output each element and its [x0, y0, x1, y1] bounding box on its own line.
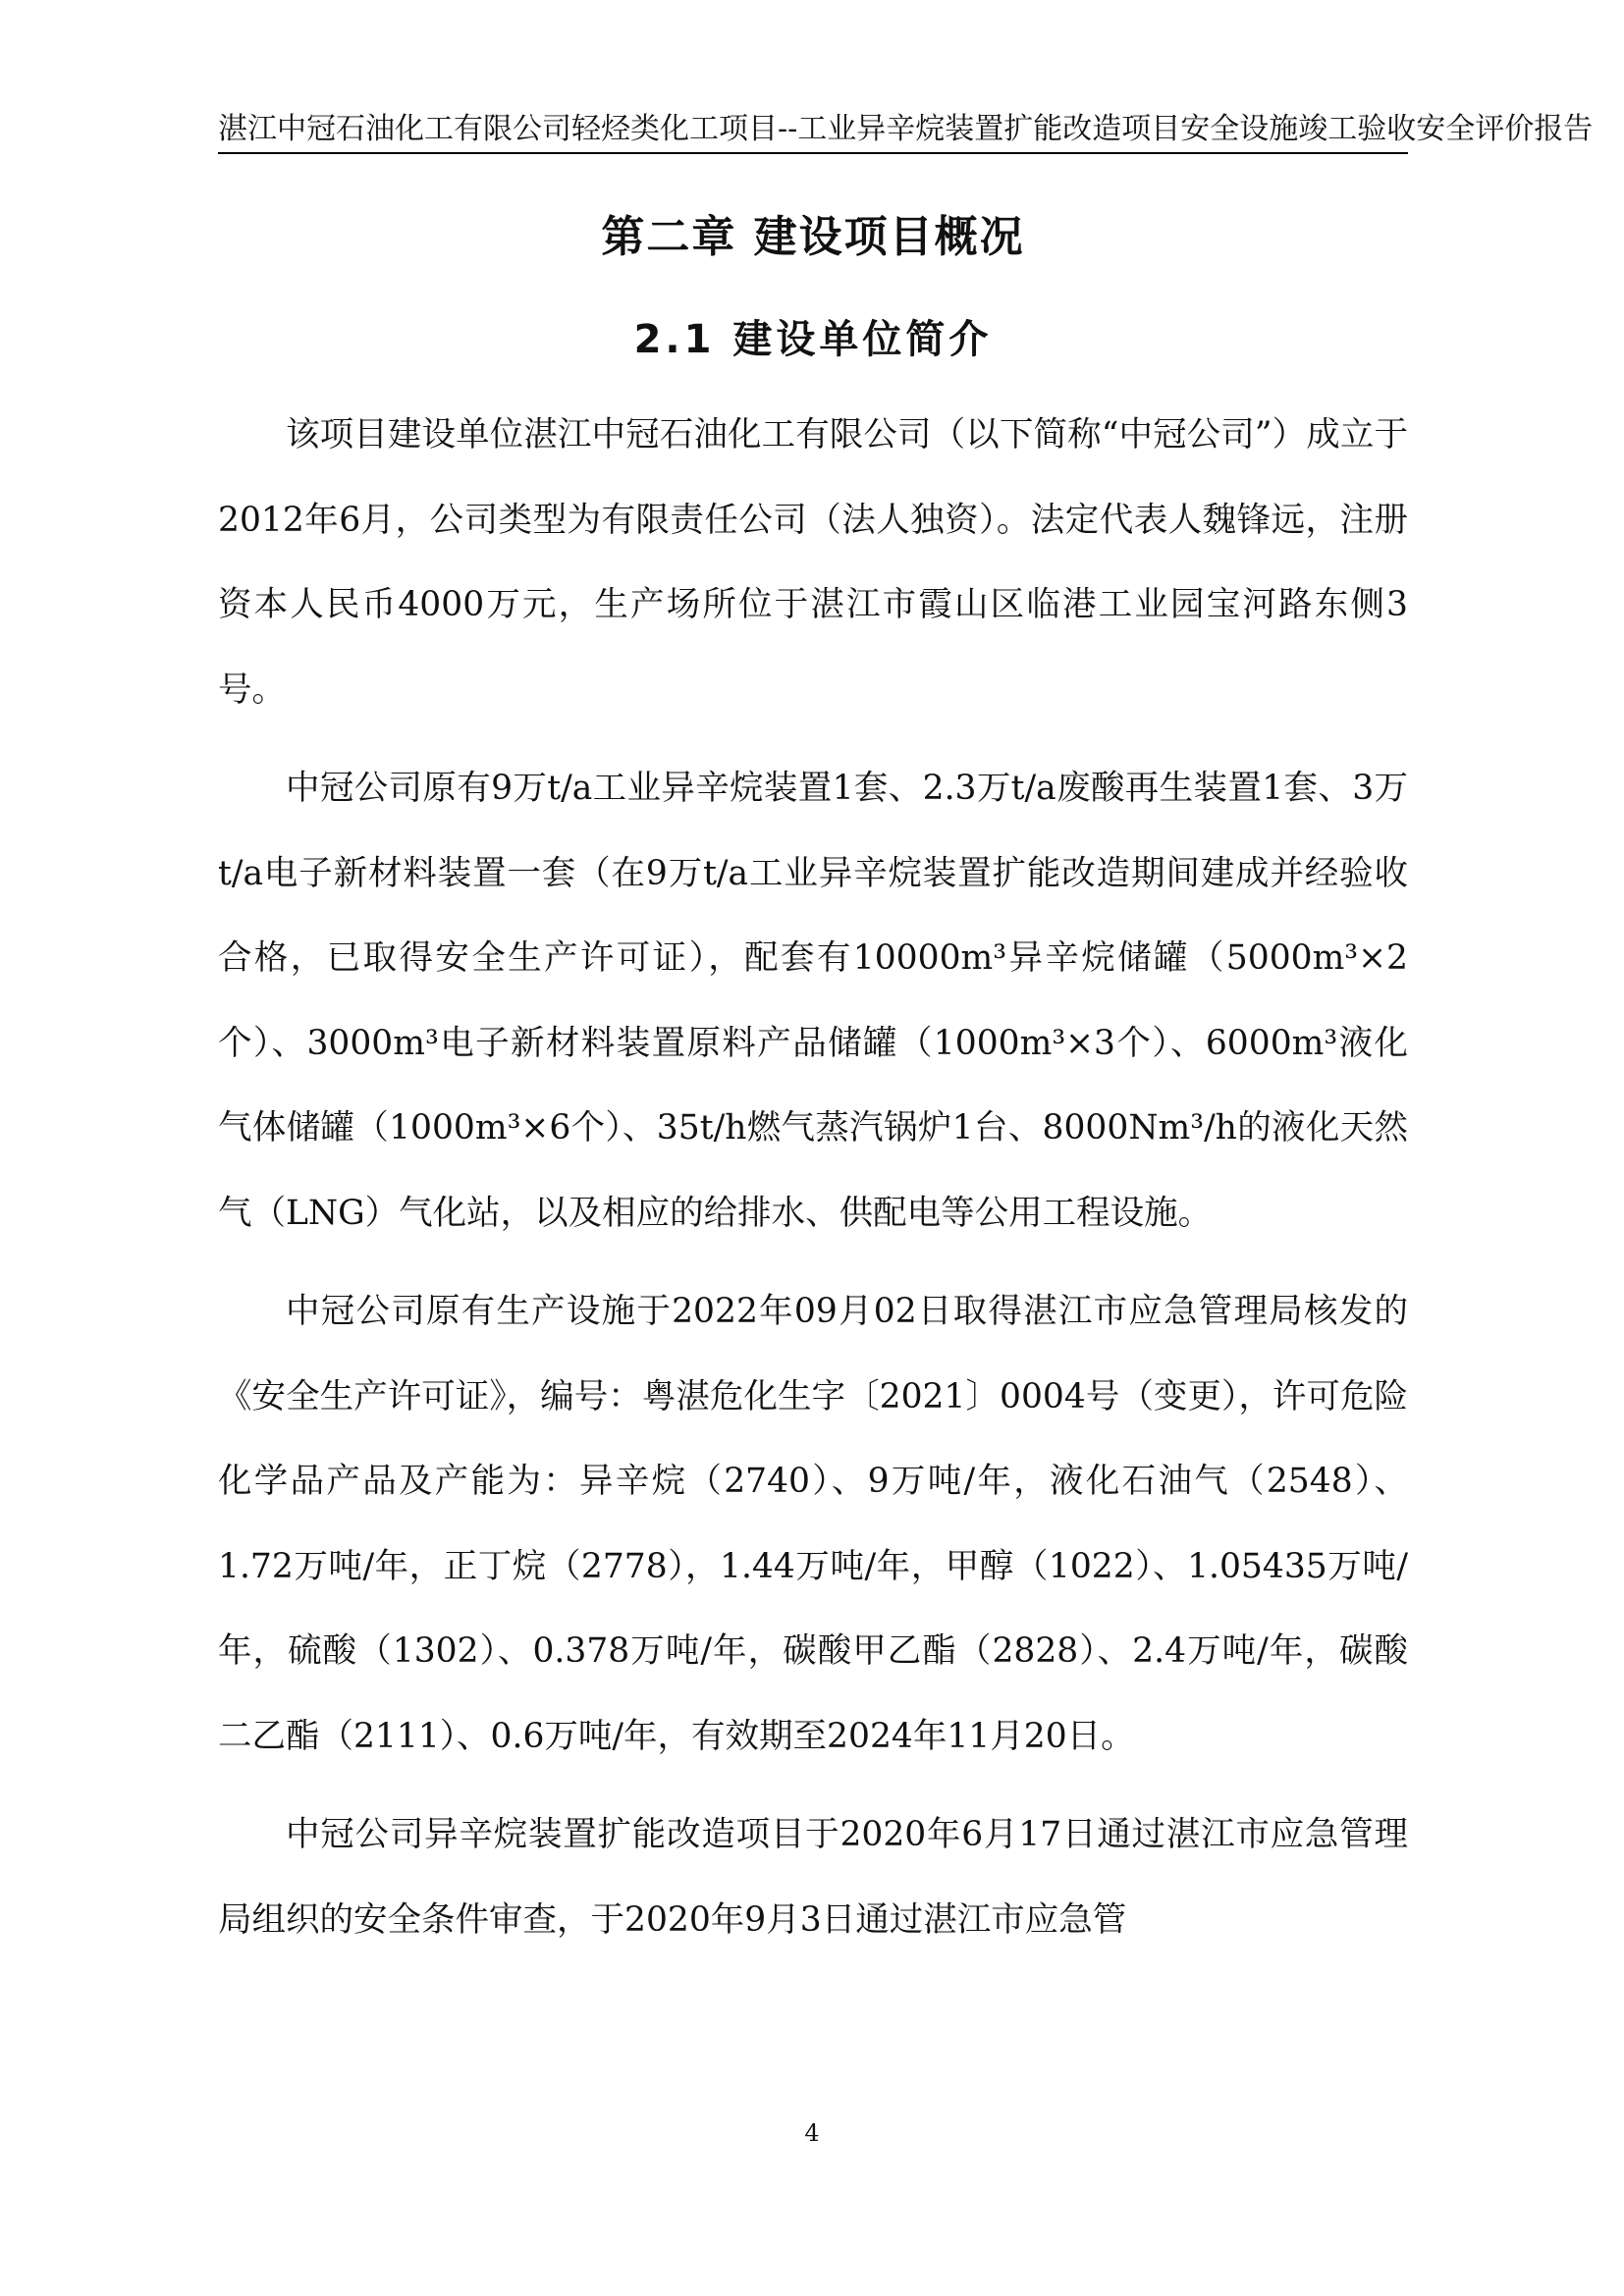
chapter-title: 第二章 建设项目概况 [601, 212, 1025, 262]
header-divider [218, 152, 1408, 154]
paragraph-existing-facilities: 中冠公司原有9万t/a工业异辛烷装置1套、2.3万t/a废酸再生装置1套、3万t/a电子新材料装置一套（在9万t/a工业异辛烷装置扩能改造期间建成并经验收合格，已取得安全生产许可证），配套有10000m³异辛烷储罐（5000m³×2个）、3000m³电子新材料装置原料产品储罐（1000m³×3个）、6000m³液化气体储罐（1000m³×6个）、35t/h燃气蒸汽锅炉1台、8000Nm³/h的液化天然气（LNG）气化站，以及相应的给排水、供配电等公用工程设施。 [218, 769, 1408, 1233]
page-number: 4 [804, 2119, 820, 2147]
running-header: 湛江中冠石油化工有限公司轻烃类化工项目--工业异辛烷装置扩能改造项目安全设施竣工验收安全评价报告 [218, 112, 1594, 146]
body-text [218, 393, 1408, 1976]
paragraph-expansion-review: 中冠公司异辛烷装置扩能改造项目于2020年6月17日通过湛江市应急管理局组织的安全条件审查，于2020年9月3日通过湛江市应急管 [218, 1815, 1408, 1940]
section-title: 2.1 建设单位简介 [633, 317, 993, 362]
paragraph-company-profile: 该项目建设单位湛江中冠石油化工有限公司（以下简称“中冠公司”）成立于2012年6月，公司类型为有限责任公司（法人独资）。法定代表人魏锋远，注册资本人民币4000万元，生产场所位于湛江市霞山区临港工业园宝河路东侧3号。 [218, 415, 1408, 710]
paragraph-safety-permit: 中冠公司原有生产设施于2022年09月02日取得湛江市应急管理局核发的《安全生产许可证》，编号：粤湛危化生字〔2021〕0004号（变更），许可危险化学品产品及产能为：异辛烷（2740）、9万吨/年，液化石油气（2548）、1.72万吨/年，正丁烷（2778），1.44万吨/年，甲醇（1022）、1.05435万吨/年，硫酸（1302）、0.378万吨/年，碳酸甲乙酯（2828）、2.4万吨/年，碳酸二乙酯（2111）、0.6万吨/年，有效期至2024年11月20日。 [218, 1292, 1408, 1756]
